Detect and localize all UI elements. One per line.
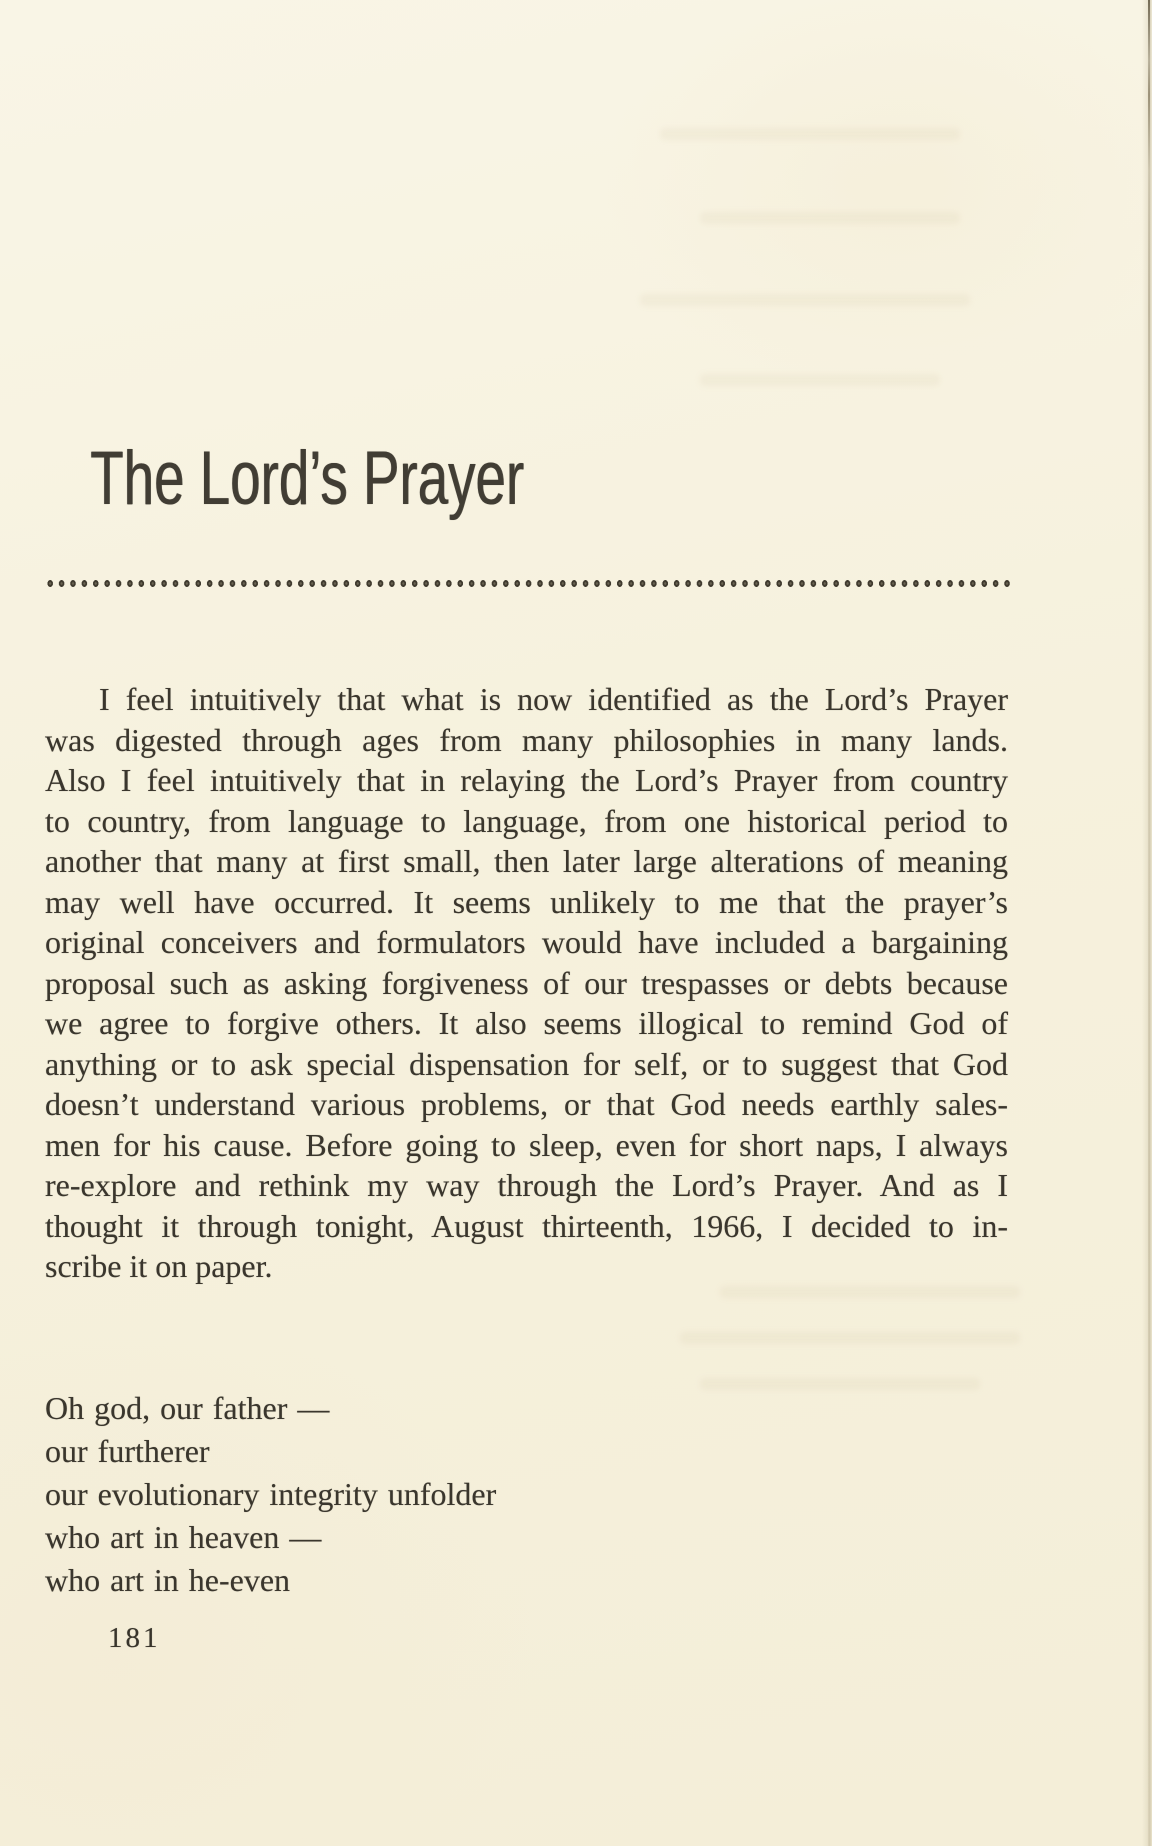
paragraph-line: I feel intuitively that what is now identified as the Lord’s Prayer bbox=[99, 681, 1008, 717]
paragraph-line: to country, from language to language, from one historical period to bbox=[45, 802, 1008, 839]
paragraph-line: anything or to ask special dispensation for self, or to suggest that God bbox=[45, 1045, 1008, 1082]
paragraph-line: men for his cause. Before going to sleep, even for short naps, I always bbox=[45, 1126, 1008, 1163]
show-through-smudge bbox=[700, 374, 940, 386]
paragraph-line: another that many at first small, then later large alterations of meaning bbox=[45, 843, 1008, 879]
poem-line: who art in heaven — bbox=[45, 1519, 322, 1555]
paragraph-line: was digested through ages from many philosophies in many lands. bbox=[45, 721, 1008, 758]
paragraph-line: original conceivers and formulators would have included a bargaining bbox=[45, 924, 1008, 960]
poem-line: our evolutionary integrity unfolder bbox=[45, 1476, 497, 1512]
paragraph-line: doesn’t understand various problems, or that God needs earthly sales- bbox=[45, 1086, 1008, 1122]
poem-line: our furtherer bbox=[45, 1433, 210, 1469]
chapter-title: The Lord’s Prayer bbox=[90, 436, 524, 521]
paragraph-line: thought it through tonight, August thirteenth, 1966, I decided to in- bbox=[45, 1207, 1008, 1244]
show-through-smudge bbox=[700, 1378, 980, 1390]
show-through-smudge bbox=[640, 294, 970, 306]
dotted-divider bbox=[45, 577, 1011, 590]
show-through-smudge bbox=[720, 1286, 1020, 1298]
paragraph-line: scribe it on paper. bbox=[45, 1248, 273, 1284]
poem-line: Oh god, our father — bbox=[45, 1390, 330, 1426]
poem bbox=[45, 1387, 1008, 1602]
paragraph-line: re-explore and rethink my way through the Lord’s Prayer. And as I bbox=[45, 1167, 1008, 1203]
show-through-smudge bbox=[680, 1332, 1020, 1344]
page-edge-shadow bbox=[1142, 0, 1152, 1846]
paragraph-line: may well have occurred. It seems unlikely to me that the prayer’s bbox=[45, 883, 1008, 920]
show-through-smudge bbox=[660, 128, 960, 140]
paragraph-line: we agree to forgive others. It also seems illogical to remind God of bbox=[45, 1005, 1008, 1041]
paragraph bbox=[45, 679, 1008, 1287]
poem-line: who art in he-even bbox=[45, 1562, 291, 1598]
page-number: 181 bbox=[108, 1622, 161, 1654]
paragraph-line: proposal such as asking forgiveness of our trespasses or debts because bbox=[45, 964, 1008, 1001]
paragraph-line: Also I feel intuitively that in relaying the Lord’s Prayer from country bbox=[45, 762, 1008, 798]
show-through-smudge bbox=[700, 212, 960, 224]
